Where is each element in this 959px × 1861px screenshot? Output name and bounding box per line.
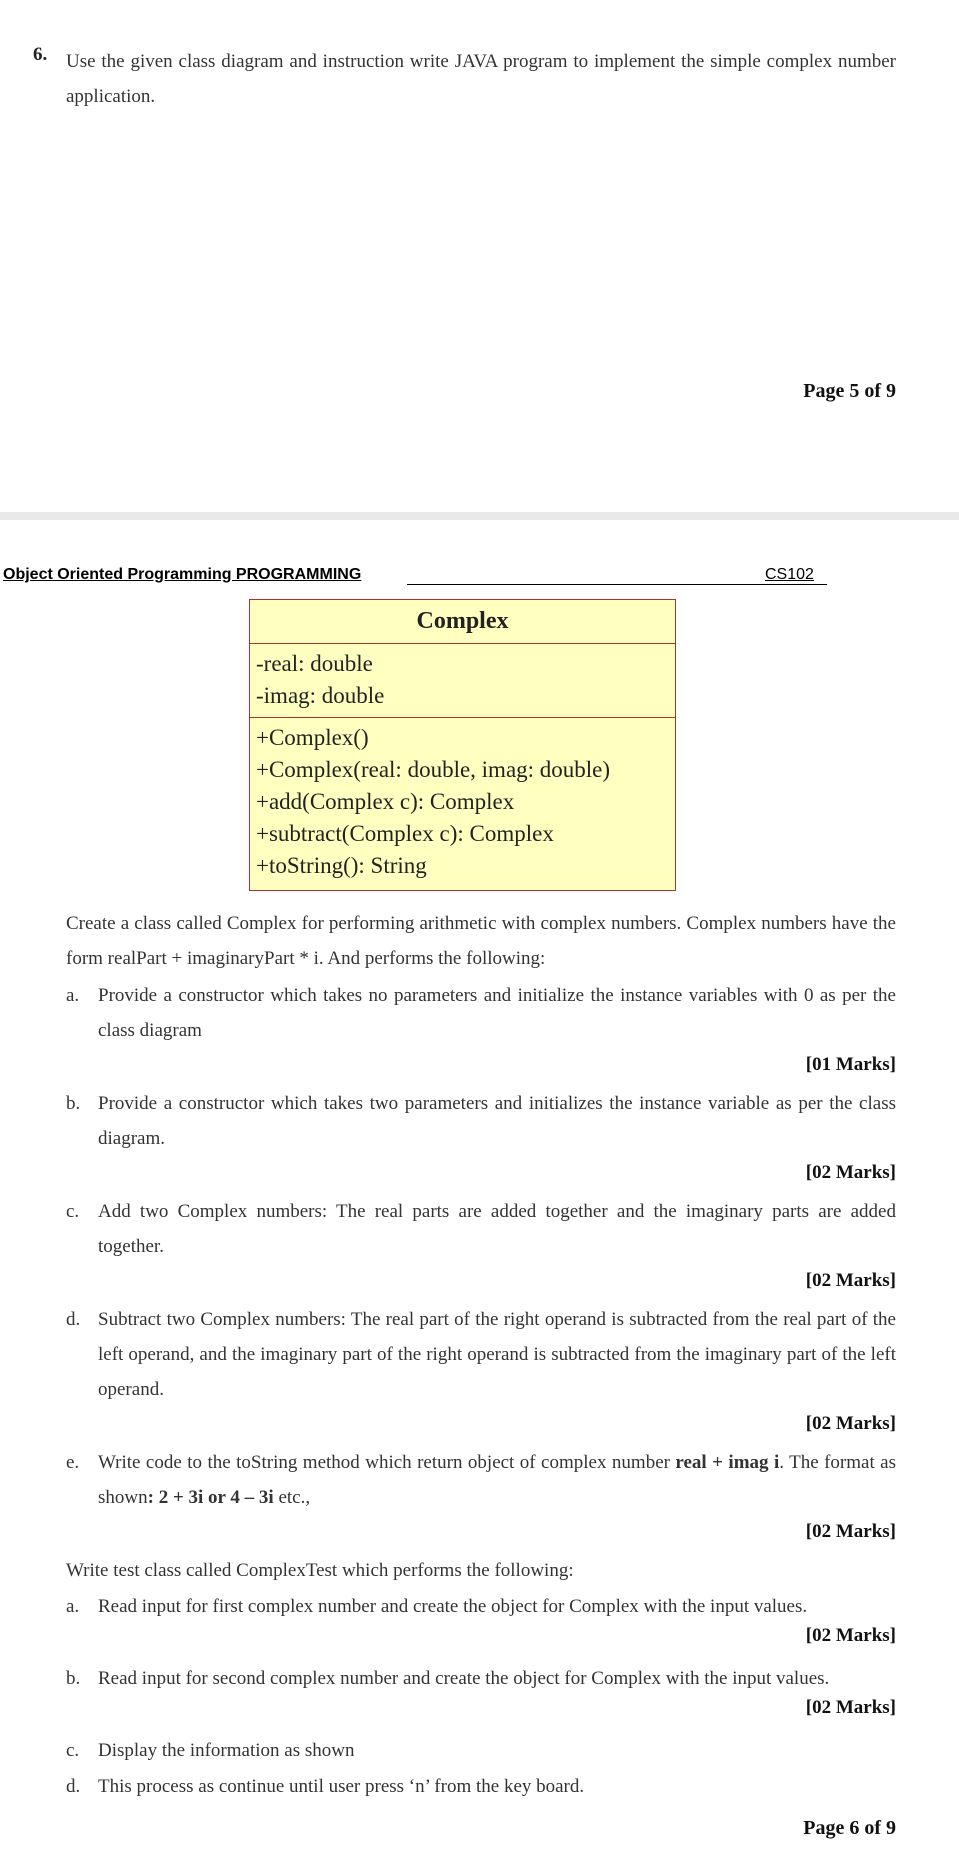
task-text-part: . The format as shown (98, 1452, 896, 1508)
marks-label: [02 Marks] (805, 1270, 896, 1291)
marks-label: [02 Marks] (805, 1625, 896, 1646)
task-label: d. (66, 1309, 81, 1330)
task-item (66, 1302, 896, 1407)
task-text: Provide a constructor which takes two parameters and initializes the instance variable as per the class diagram. (98, 1093, 896, 1149)
uml-attribute: -imag: double (256, 683, 385, 708)
page-number: Page 6 of 9 (803, 1817, 896, 1839)
task-label: c. (66, 1740, 80, 1761)
header-underline (407, 584, 827, 585)
uml-method: +add(Complex c): Complex (256, 789, 515, 814)
question-number: 6. (33, 44, 48, 65)
task-text: Subtract two Complex numbers: The real part of the right operand is subtracted from the real part of the left operand, and the imaginary part of the right operand is subtracted from the imaginary part of the left operand. (98, 1309, 896, 1400)
task-text: Read input for first complex number and create the object for Complex with the input values. (98, 1596, 808, 1617)
test-intro: Write test class called ComplexTest which performs the following: (66, 1560, 574, 1581)
marks-label: [01 Marks] (805, 1054, 896, 1075)
intro-paragraph: Create a class called Complex for performing arithmetic with complex numbers. Complex numbers have the form realPart + imaginaryPart * i. And performs the following: (66, 913, 896, 969)
task-item (66, 978, 896, 1048)
task-text: This process as continue until user press ‘n’ from the key board. (98, 1776, 585, 1797)
task-label: b. (66, 1668, 81, 1689)
task-text-part: etc., (273, 1487, 311, 1508)
task-text-bold: real + imag i (675, 1452, 780, 1473)
marks-label: [02 Marks] (805, 1413, 896, 1434)
page-5 (0, 0, 959, 512)
task-label: a. (66, 1596, 80, 1617)
task-text: Add two Complex numbers: The real parts are added together and the imaginary parts are added together. (98, 1201, 896, 1257)
uml-method: +toString(): String (256, 853, 427, 878)
uml-methods (250, 718, 675, 882)
task-text-part: Write code to the toString method which return object of complex number (98, 1452, 676, 1473)
uml-attributes (250, 644, 675, 718)
task-label: c. (66, 1201, 80, 1222)
test-task-item (66, 1589, 896, 1624)
task-item (66, 1086, 896, 1156)
marks-label: [02 Marks] (805, 1162, 896, 1183)
page-header (3, 566, 827, 584)
uml-method: +subtract(Complex c): Complex (256, 821, 554, 846)
task-label: a. (66, 985, 80, 1006)
task-text: Display the information as shown (98, 1740, 355, 1761)
page-separator (0, 512, 959, 520)
question-text: Use the given class diagram and instruction write JAVA program to implement the simple complex number application. (66, 51, 896, 107)
format-example: 2 + 3i or 4 – 3i (158, 1487, 274, 1508)
task-item (66, 1194, 896, 1264)
task-text-colon: : (147, 1487, 159, 1508)
uml-class-diagram (249, 599, 676, 891)
task-text: Provide a constructor which takes no parameters and initialize the instance variables with 0 as per the class diagram (98, 985, 896, 1041)
task-item (66, 1445, 896, 1515)
test-task-item (66, 1769, 896, 1804)
task-label: b. (66, 1093, 81, 1114)
task-text: Read input for second complex number and create the object for Complex with the input values. (98, 1668, 830, 1689)
page-6 (0, 520, 959, 1861)
task-label: e. (66, 1452, 80, 1473)
uml-method: +Complex(real: double, imag: double) (256, 757, 611, 782)
page-number: Page 5 of 9 (803, 380, 896, 402)
uml-class-name: Complex (250, 600, 675, 644)
marks-label: [02 Marks] (805, 1697, 896, 1718)
test-task-item (66, 1661, 896, 1696)
uml-attribute: -real: double (256, 651, 373, 676)
test-task-item (66, 1733, 896, 1768)
task-text (98, 1445, 896, 1515)
marks-label: [02 Marks] (805, 1521, 896, 1542)
uml-method: +Complex() (256, 725, 369, 750)
course-code: CS102 (765, 566, 814, 583)
task-label: d. (66, 1776, 81, 1797)
course-title: Object Oriented Programming PROGRAMMING (3, 566, 362, 583)
